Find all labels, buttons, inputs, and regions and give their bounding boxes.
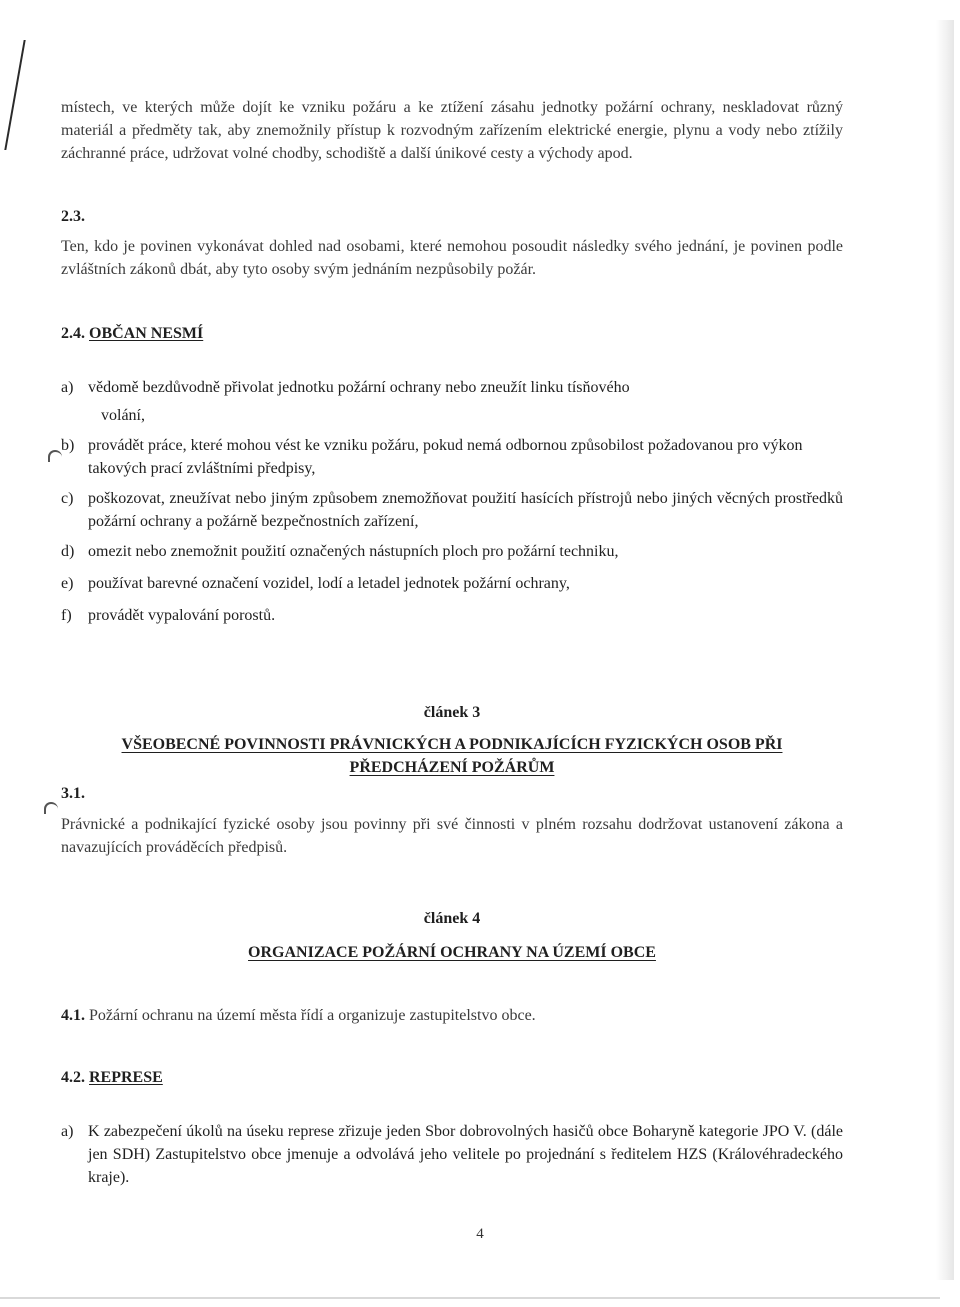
scan-blot <box>44 802 58 814</box>
list-item-c: c) poškozovat, zneužívat nebo jiným způsobem znemožňovat použití hasících přístrojů nebo jiných věcných prostředků požární ochrany a požárně bezpečnostních zařízení, <box>61 490 843 530</box>
section-2-3-number: 2.3. <box>61 208 85 225</box>
section-2-4-number: 2.4. <box>61 325 85 342</box>
section-4-1-number: 4.1. <box>61 1007 85 1024</box>
section-4-2-item-a: a) K zabezpečení úkolů na úseku represe zřizuje jeden Sbor dobrovolných hasičů obce Boharyně kategorie JPO V. (dále jen SDH) Zastupitelstvo obce jmenuje a odvolává jeho velitele po projednání s ředitelem HZS (Královéhradeckého kraje). <box>61 1123 843 1186</box>
section-4-1 <box>61 1004 843 1027</box>
document-page <box>61 96 843 1189</box>
section-3-1-number: 3.1. <box>61 785 85 802</box>
list-item-a: a) vědomě bezdůvodně přivolat jednotku požární ochrany nebo zneužít linku tísňového <box>61 379 630 396</box>
list-item-d: d) omezit nebo znemožnit použití označených nástupních ploch pro požární techniku, <box>61 543 619 560</box>
list-item-f: f) provádět vypalování porostů. <box>61 607 276 624</box>
section-4-1-text: Požární ochranu na území města řídí a organizuje zastupitelstvo obce. <box>89 1007 536 1024</box>
section-4-2-title: REPRESE <box>89 1069 163 1086</box>
scan-edge-right <box>936 20 954 1280</box>
list-item-a-continuation: volání, <box>101 407 145 424</box>
section-2-3-text: Ten, kdo je povinen vykonávat dohled nad osobami, které nemohou posoudit následky svého jednání, je povinen podle zvláštních zákonů dbát, aby tyto osoby svým jednáním nezpůsobily požár. <box>61 238 843 278</box>
section-2-4-title: OBČAN NESMÍ <box>89 325 204 342</box>
section-4-2-number: 4.2. <box>61 1069 85 1086</box>
scan-blot <box>48 450 62 462</box>
section-4-2-heading <box>61 1066 843 1089</box>
article-3-title-line2: PŘEDCHÁZENÍ POŽÁRŮM <box>349 759 555 776</box>
section-2-4-heading <box>61 322 843 345</box>
article-3-title-line1: VŠEOBECNÉ POVINNOSTI PRÁVNICKÝCH A PODNIKAJÍCÍCH FYZICKÝCH OSOB PŘI <box>121 736 783 753</box>
article-4-label: článek 4 <box>423 910 481 927</box>
article-3-label: článek 3 <box>423 704 481 721</box>
page-number: 4 <box>476 1226 484 1242</box>
section-3-1-text: Právnické a podnikající fyzické osoby jsou povinny při své činnosti v plném rozsahu dodržovat ustanovení zákona a navazujících prováděcích předpisů. <box>61 816 843 856</box>
list-item-b: b) provádět práce, které mohou vést ke vzniku požáru, pokud nemá odbornou způsobilost požadovanou pro výkon takových prací zvláštními předpisy, <box>61 437 803 477</box>
article-4-title: ORGANIZACE POŽÁRNÍ OCHRANY NA ÚZEMÍ OBCE <box>248 944 656 961</box>
scan-artifact-left <box>4 40 25 150</box>
obcan-nesmi-list <box>61 376 843 627</box>
list-item-e: e) používat barevné označení vozidel, lodí a letadel jednotek požární ochrany, <box>61 575 570 592</box>
intro-paragraph: místech, ve kterých může dojít ke vzniku požáru a ke ztížení zásahu jednotky požární ochrany, neskladovat různý materiál a předměty tak, aby znemožnily přístup k rozvodným zařízením elektrické energie, plynu a vody nebo ztížily záchranné práce, udržovat volné chodby, schodiště a další únikové cesty a východy apod. <box>61 99 843 162</box>
scan-edge-bottom <box>0 1297 940 1299</box>
